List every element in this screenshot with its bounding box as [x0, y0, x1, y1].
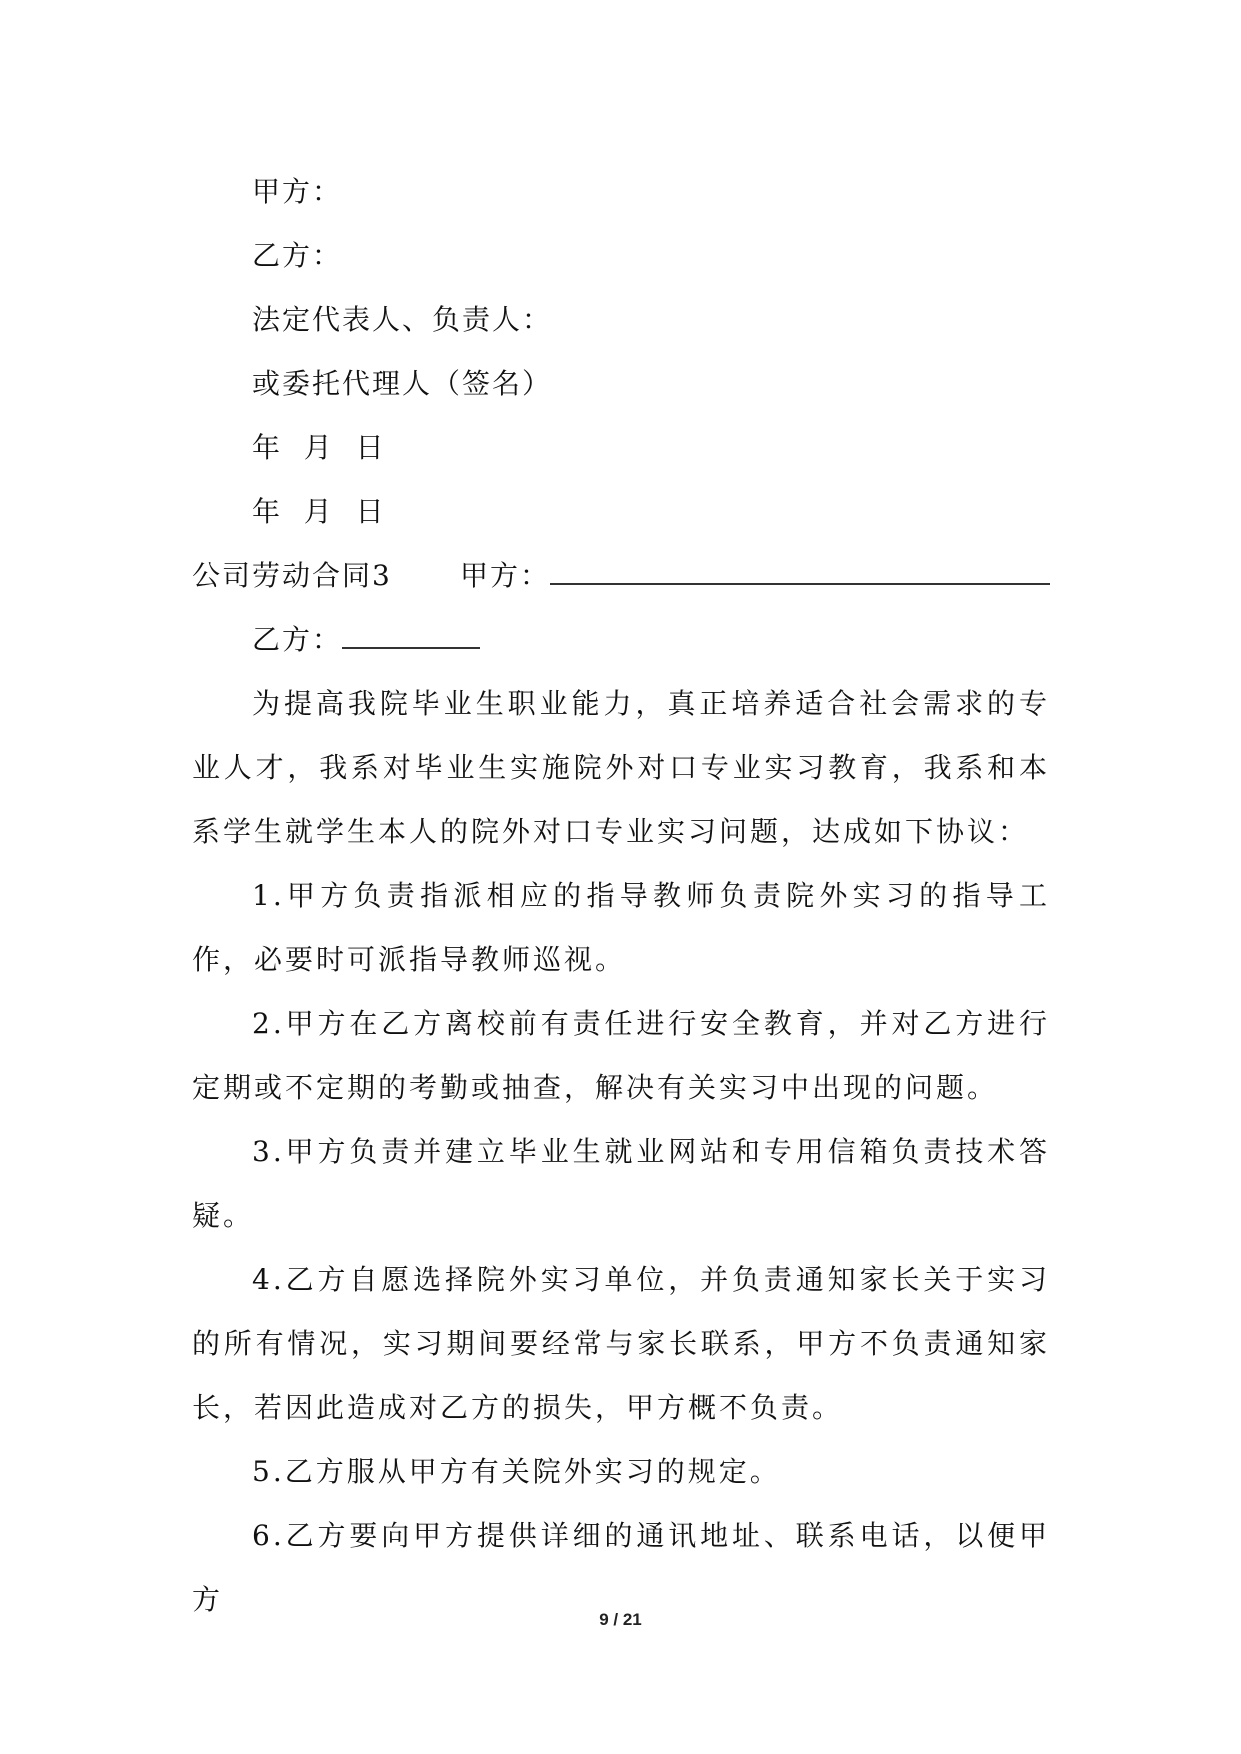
signature-party-a: 甲方： [252, 175, 343, 208]
clause-5: 5.乙方服从甲方有关院外实习的规定。 [252, 1455, 781, 1488]
clause-4: 4.乙方自愿选择院外实习单位，并负责通知家长关于实习的所有情况，实习期间要经常与家长联系，甲方不负责通知家长，若因此造成对乙方的损失，甲方概不负责。 [192, 1263, 1050, 1424]
section-party-b-label: 乙方： [252, 623, 343, 656]
clause-1: 1.甲方负责指派相应的指导教师负责院外实习的指导工作，必要时可派指导教师巡视。 [192, 879, 1050, 976]
clause-2: 2.甲方在乙方离校前有责任进行安全教育，并对乙方进行定期或不定期的考勤或抽查，解决有关实习中出现的问题。 [192, 1007, 1050, 1104]
signature-date-1: 年 月 日 [252, 431, 386, 464]
signature-agent: 或委托代理人（签名） [252, 367, 553, 400]
page-number: 9 / 21 [599, 1610, 642, 1629]
party-a-blank-line [550, 561, 1050, 585]
signature-party-b: 乙方： [252, 239, 343, 272]
section-heading-row [192, 544, 1050, 608]
clause-3: 3.甲方负责并建立毕业生就业网站和专用信箱负责技术答疑。 [192, 1135, 1050, 1232]
intro-paragraph: 为提高我院毕业生职业能力，真正培养适合社会需求的专业人才，我系对毕业生实施院外对口专业实习教育，我系和本系学生就学生本人的院外对口专业实习问题，达成如下协议： [192, 687, 1050, 848]
clause-6: 6.乙方要向甲方提供详细的通讯地址、联系电话，以便甲方 [192, 1519, 1050, 1616]
document-body [192, 160, 1050, 1632]
section-title: 公司劳动合同3 [192, 559, 392, 592]
party-b-blank-line [342, 625, 480, 649]
section-party-a-label: 甲方： [460, 559, 551, 592]
signature-legal-rep: 法定代表人、负责人： [252, 303, 553, 336]
section-party-b-row [192, 608, 1050, 672]
signature-date-2: 年 月 日 [252, 495, 386, 528]
